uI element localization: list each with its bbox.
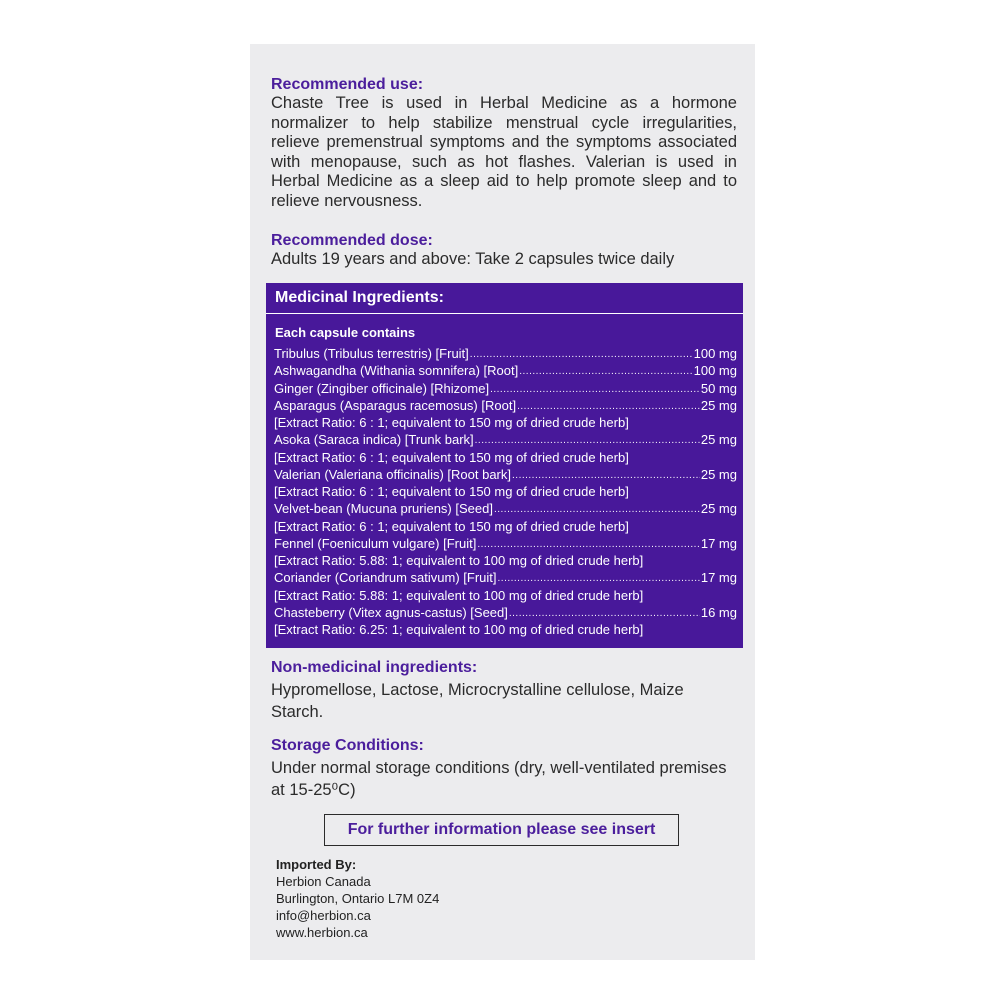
extract-ratio-text: [Extract Ratio: 6.25: 1; equivalent to 100 mg of dried crude herb] (274, 622, 644, 637)
ingredient-amount: 17 mg (700, 570, 737, 586)
ingredient-amount: 50 mg (700, 380, 737, 396)
insert-notice: For further information please see insert (324, 814, 679, 846)
ingredient-row (274, 397, 737, 414)
importer-email: info@herbion.ca (276, 908, 371, 923)
ingredient-name: Ginger (Zingiber officinale) [Rhizome] (274, 380, 490, 396)
dot-leader (494, 501, 700, 518)
recommended-dose-text: Adults 19 years and above: Take 2 capsules twice daily (271, 250, 675, 268)
ingredient-name: Valerian (Valeriana officinalis) [Root bark] (274, 466, 512, 482)
non-medicinal-heading: Non-medicinal ingredients: (271, 659, 478, 676)
storage-text: Under normal storage conditions (dry, well-ventilated premises at 15-25⁰C) (271, 759, 727, 799)
ingredient-amount: 25 mg (700, 466, 737, 482)
medicinal-ingredients-header (266, 283, 743, 314)
ingredient-row (274, 431, 737, 448)
ingredient-row (274, 466, 737, 483)
recommended-use-text: Chaste Tree is used in Herbal Medicine as a hormone normalizer to help stabilize menstrual cycle irregularities, relieve premenstrual symptoms and the symptoms associated with menopause, such as hot flashes. Valerian is used in Herbal Medicine as a sleep aid to help promote sleep and to relieve nervousness. (271, 94, 737, 210)
extract-ratio-text: [Extract Ratio: 5.88: 1; equivalent to 100 mg of dried crude herb] (274, 553, 644, 568)
extract-ratio-text: [Extract Ratio: 6 : 1; equivalent to 150 mg of dried crude herb] (274, 415, 629, 430)
ingredient-name: Asoka (Saraca indica) [Trunk bark] (274, 432, 474, 448)
extract-ratio-row (274, 414, 737, 431)
ingredient-name: Asparagus (Asparagus racemosus) [Root] (274, 397, 517, 413)
ingredient-amount: 17 mg (700, 535, 737, 551)
dot-leader (498, 570, 700, 587)
ingredient-amount: 100 mg (693, 363, 737, 379)
medicinal-ingredients-heading: Medicinal Ingredients: (275, 289, 444, 306)
ingredient-name: Coriander (Coriandrum sativum) [Fruit] (274, 570, 497, 586)
extract-ratio-text: [Extract Ratio: 5.88: 1; equivalent to 100 mg of dried crude herb] (274, 587, 644, 603)
ingredient-row (274, 500, 737, 517)
extract-ratio-row (274, 587, 737, 604)
ingredient-row (274, 569, 737, 586)
capsule-contents-subheading: Each capsule contains (275, 325, 416, 340)
medicinal-ingredients-box (266, 283, 743, 648)
ingredient-name: Ashwagandha (Withania somnifera) [Root] (274, 363, 519, 379)
extract-ratio-text: [Extract Ratio: 6 : 1; equivalent to 150 mg of dried crude herb] (274, 449, 629, 465)
importer-block (276, 856, 439, 941)
importer-website: www.herbion.ca (276, 925, 368, 940)
ingredient-amount: 25 mg (700, 501, 737, 517)
ingredient-amount: 25 mg (700, 397, 737, 413)
recommended-use-heading: Recommended use: (271, 76, 424, 93)
dot-leader (475, 432, 700, 449)
importer-title: Imported By: (276, 857, 357, 872)
dot-leader (490, 381, 700, 398)
extract-ratio-row (274, 621, 737, 638)
importer-line: Burlington, Ontario L7M 0Z4 (276, 891, 440, 906)
dot-leader (512, 467, 700, 484)
ingredient-row (274, 604, 737, 621)
ingredient-row (274, 535, 737, 552)
ingredient-name: Fennel (Foeniculum vulgare) [Fruit] (274, 535, 477, 551)
ingredient-list (274, 345, 737, 638)
dot-leader (470, 346, 693, 363)
ingredient-row (274, 345, 737, 362)
extract-ratio-row (274, 518, 737, 535)
extract-ratio-row (274, 449, 737, 466)
ingredient-name: Chasteberry (Vitex agnus-castus) [Seed] (274, 604, 508, 620)
ingredient-name: Tribulus (Tribulus terrestris) [Fruit] (274, 346, 469, 361)
recommended-dose-heading: Recommended dose: (271, 232, 433, 249)
ingredient-amount: 100 mg (693, 346, 737, 361)
ingredient-name: Velvet-bean (Mucuna pruriens) [Seed] (274, 501, 493, 517)
ingredient-row (274, 362, 737, 379)
extract-ratio-row (274, 483, 737, 500)
extract-ratio-row (274, 552, 737, 569)
extract-ratio-text: [Extract Ratio: 6 : 1; equivalent to 150 mg of dried crude herb] (274, 518, 629, 534)
ingredient-row (274, 380, 737, 397)
extract-ratio-text: [Extract Ratio: 6 : 1; equivalent to 150 mg of dried crude herb] (274, 484, 629, 499)
storage-heading: Storage Conditions: (271, 737, 424, 754)
ingredient-amount: 16 mg (700, 604, 737, 620)
dot-leader (509, 605, 700, 622)
dot-leader (519, 363, 692, 380)
ingredient-amount: 25 mg (700, 432, 737, 448)
importer-line: Herbion Canada (276, 874, 371, 889)
dot-leader (477, 536, 700, 553)
non-medicinal-text: Hypromellose, Lactose, Microcrystalline cellulose, Maize Starch. (271, 681, 684, 721)
dot-leader (517, 398, 700, 415)
